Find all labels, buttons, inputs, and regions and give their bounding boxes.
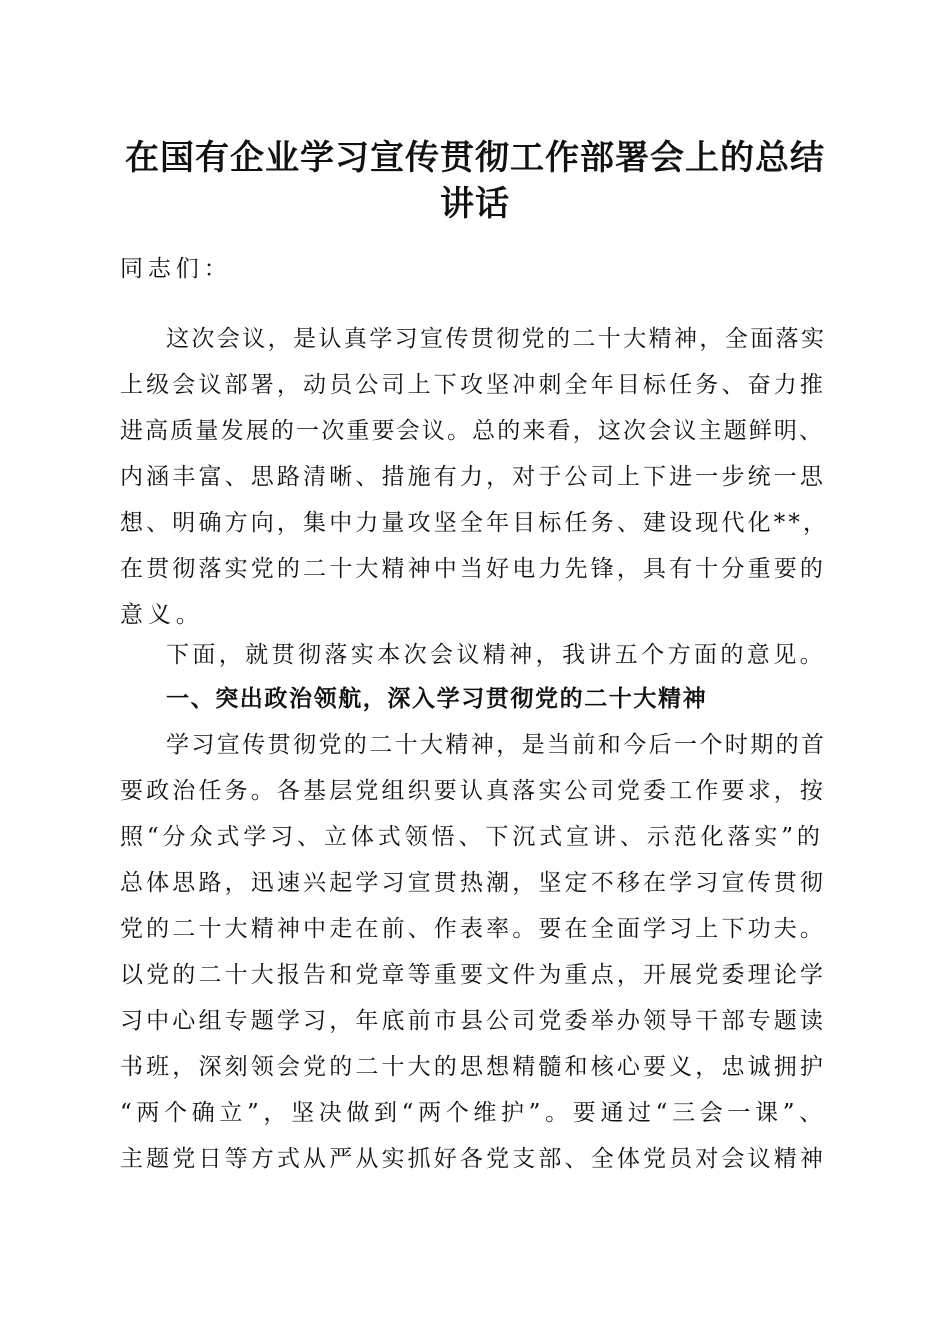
- paragraph-3-line: 学习宣传贯彻党的二十大精神，是当前和今后一个时期的首: [166, 732, 827, 758]
- paragraph-3-line: 书班，深刻领会党的二十大的思想精髓和核心要义，忠诚拥护: [120, 1054, 827, 1080]
- paragraph-3-line: 照“分众式学习、立体式领悟、下沉式宣讲、示范化落实”的: [120, 824, 824, 850]
- paragraph-3-line: 习中心组专题学习，年底前市县公司党委举办领导干部专题读: [120, 1008, 827, 1034]
- paragraph-1-line: 进高质量发展的一次重要会议。总的来看，这次会议主题鲜明、: [120, 418, 825, 444]
- paragraph-3-line: 主题党日等方式从严从实抓好各党支部、全体党员对会议精神: [120, 1146, 827, 1172]
- paragraph-3-line: 以党的二十大报告和党章等重要文件为重点，开展党委理论学: [120, 962, 827, 988]
- paragraph-3-line: 要政治任务。各基层党组织要认真落实公司党委工作要求，按: [120, 778, 827, 804]
- paragraph-3-line: 总体思路，迅速兴起学习宣贯热潮，坚定不移在学习宣传贯彻: [120, 870, 827, 896]
- paragraph-1-line: 这次会议，是认真学习宣传贯彻党的二十大精神，全面落实: [166, 326, 827, 352]
- paragraph-3-line: “两个确立”，坚决做到“两个维护”。要通过“三会一课”、: [120, 1100, 827, 1126]
- paragraph-1-line: 内涵丰富、思路清晰、措施有力，对于公司上下进一步统一思: [120, 464, 827, 490]
- document-title-line-1: 在国有企业学习宣传贯彻工作部署会上的总结: [125, 138, 825, 178]
- paragraph-1-line: 在贯彻落实党的二十大精神中当好电力先锋，具有十分重要的: [120, 556, 827, 582]
- section-1-heading: 一、突出政治领航，深入学习贯彻党的二十大精神: [166, 686, 708, 712]
- paragraph-2-line: 下面，就贯彻落实本次会议精神，我讲五个方面的意见。: [166, 642, 826, 668]
- document-title-line-2: 讲话: [440, 184, 510, 224]
- paragraph-1-line: 意义。: [120, 602, 204, 628]
- salutation: 同志们：: [120, 256, 232, 282]
- paragraph-1-line: 上级会议部署，动员公司上下攻坚冲刺全年目标任务、奋力推: [120, 372, 827, 398]
- paragraph-1-line: 想、明确方向，集中力量攻坚全年目标任务、建设现代化**，: [120, 510, 830, 536]
- paragraph-3-line: 党的二十大精神中走在前、作表率。要在全面学习上下功夫。: [120, 916, 827, 942]
